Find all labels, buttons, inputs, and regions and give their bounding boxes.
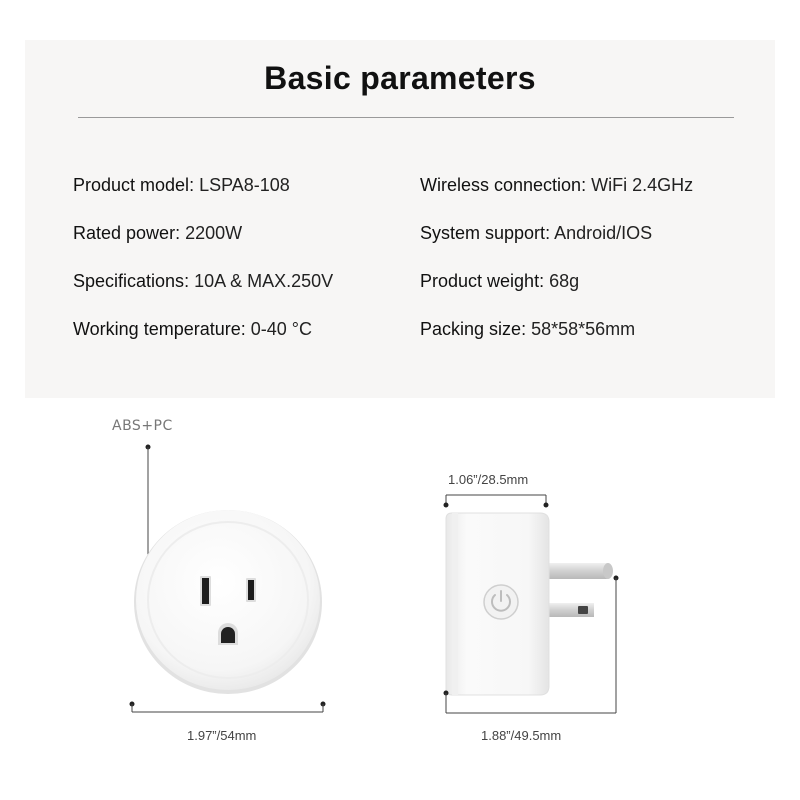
param-value: LSPA8-108 bbox=[199, 175, 290, 195]
page-title: Basic parameters bbox=[264, 60, 536, 96]
param-packing-size: Packing size: 58*58*56mm bbox=[420, 319, 636, 339]
param-value: WiFi 2.4GHz bbox=[591, 175, 694, 195]
plug-front-view bbox=[134, 510, 322, 694]
param-value: 10A & MAX.250V bbox=[194, 271, 334, 291]
param-label: System support bbox=[420, 223, 546, 243]
param-specifications: Specifications: 10A & MAX.250V bbox=[73, 271, 334, 291]
front-width-dimension bbox=[130, 702, 326, 713]
param-label: Packing size bbox=[420, 319, 522, 339]
param-value: 58*58*56mm bbox=[531, 319, 636, 339]
param-rated-power: Rated power: 2200W bbox=[73, 223, 243, 243]
material-leader bbox=[145, 445, 151, 569]
param-value: Android/IOS bbox=[554, 223, 653, 243]
param-value: 2200W bbox=[185, 223, 243, 243]
side-depth-label: 1.06”/28.5mm bbox=[448, 472, 529, 487]
front-width-label: 1.97”/54mm bbox=[187, 728, 257, 743]
material-label: ABS+PC bbox=[112, 418, 173, 434]
side-length-label: 1.88”/49.5mm bbox=[481, 728, 562, 743]
plug-side-view bbox=[446, 513, 613, 695]
power-icon bbox=[484, 585, 518, 619]
param-product-weight: Product weight: 68g bbox=[420, 271, 580, 291]
param-wireless-connection: Wireless connection: WiFi 2.4GHz bbox=[420, 175, 694, 195]
param-system-support: System support: Android/IOS bbox=[420, 223, 653, 243]
param-value: 0-40 °C bbox=[250, 319, 312, 339]
param-label: Working temperature bbox=[73, 319, 241, 339]
param-label: Product model bbox=[73, 175, 190, 195]
param-label: Specifications bbox=[73, 271, 185, 291]
param-label: Rated power bbox=[73, 223, 176, 243]
param-working-temperature: Working temperature: 0-40 °C bbox=[73, 319, 312, 339]
param-label: Wireless connection bbox=[420, 175, 582, 195]
param-product-model: Product model: LSPA8-108 bbox=[73, 175, 290, 195]
param-label: Product weight bbox=[420, 271, 540, 291]
param-value: 68g bbox=[549, 271, 580, 291]
side-depth-dimension bbox=[444, 495, 549, 508]
